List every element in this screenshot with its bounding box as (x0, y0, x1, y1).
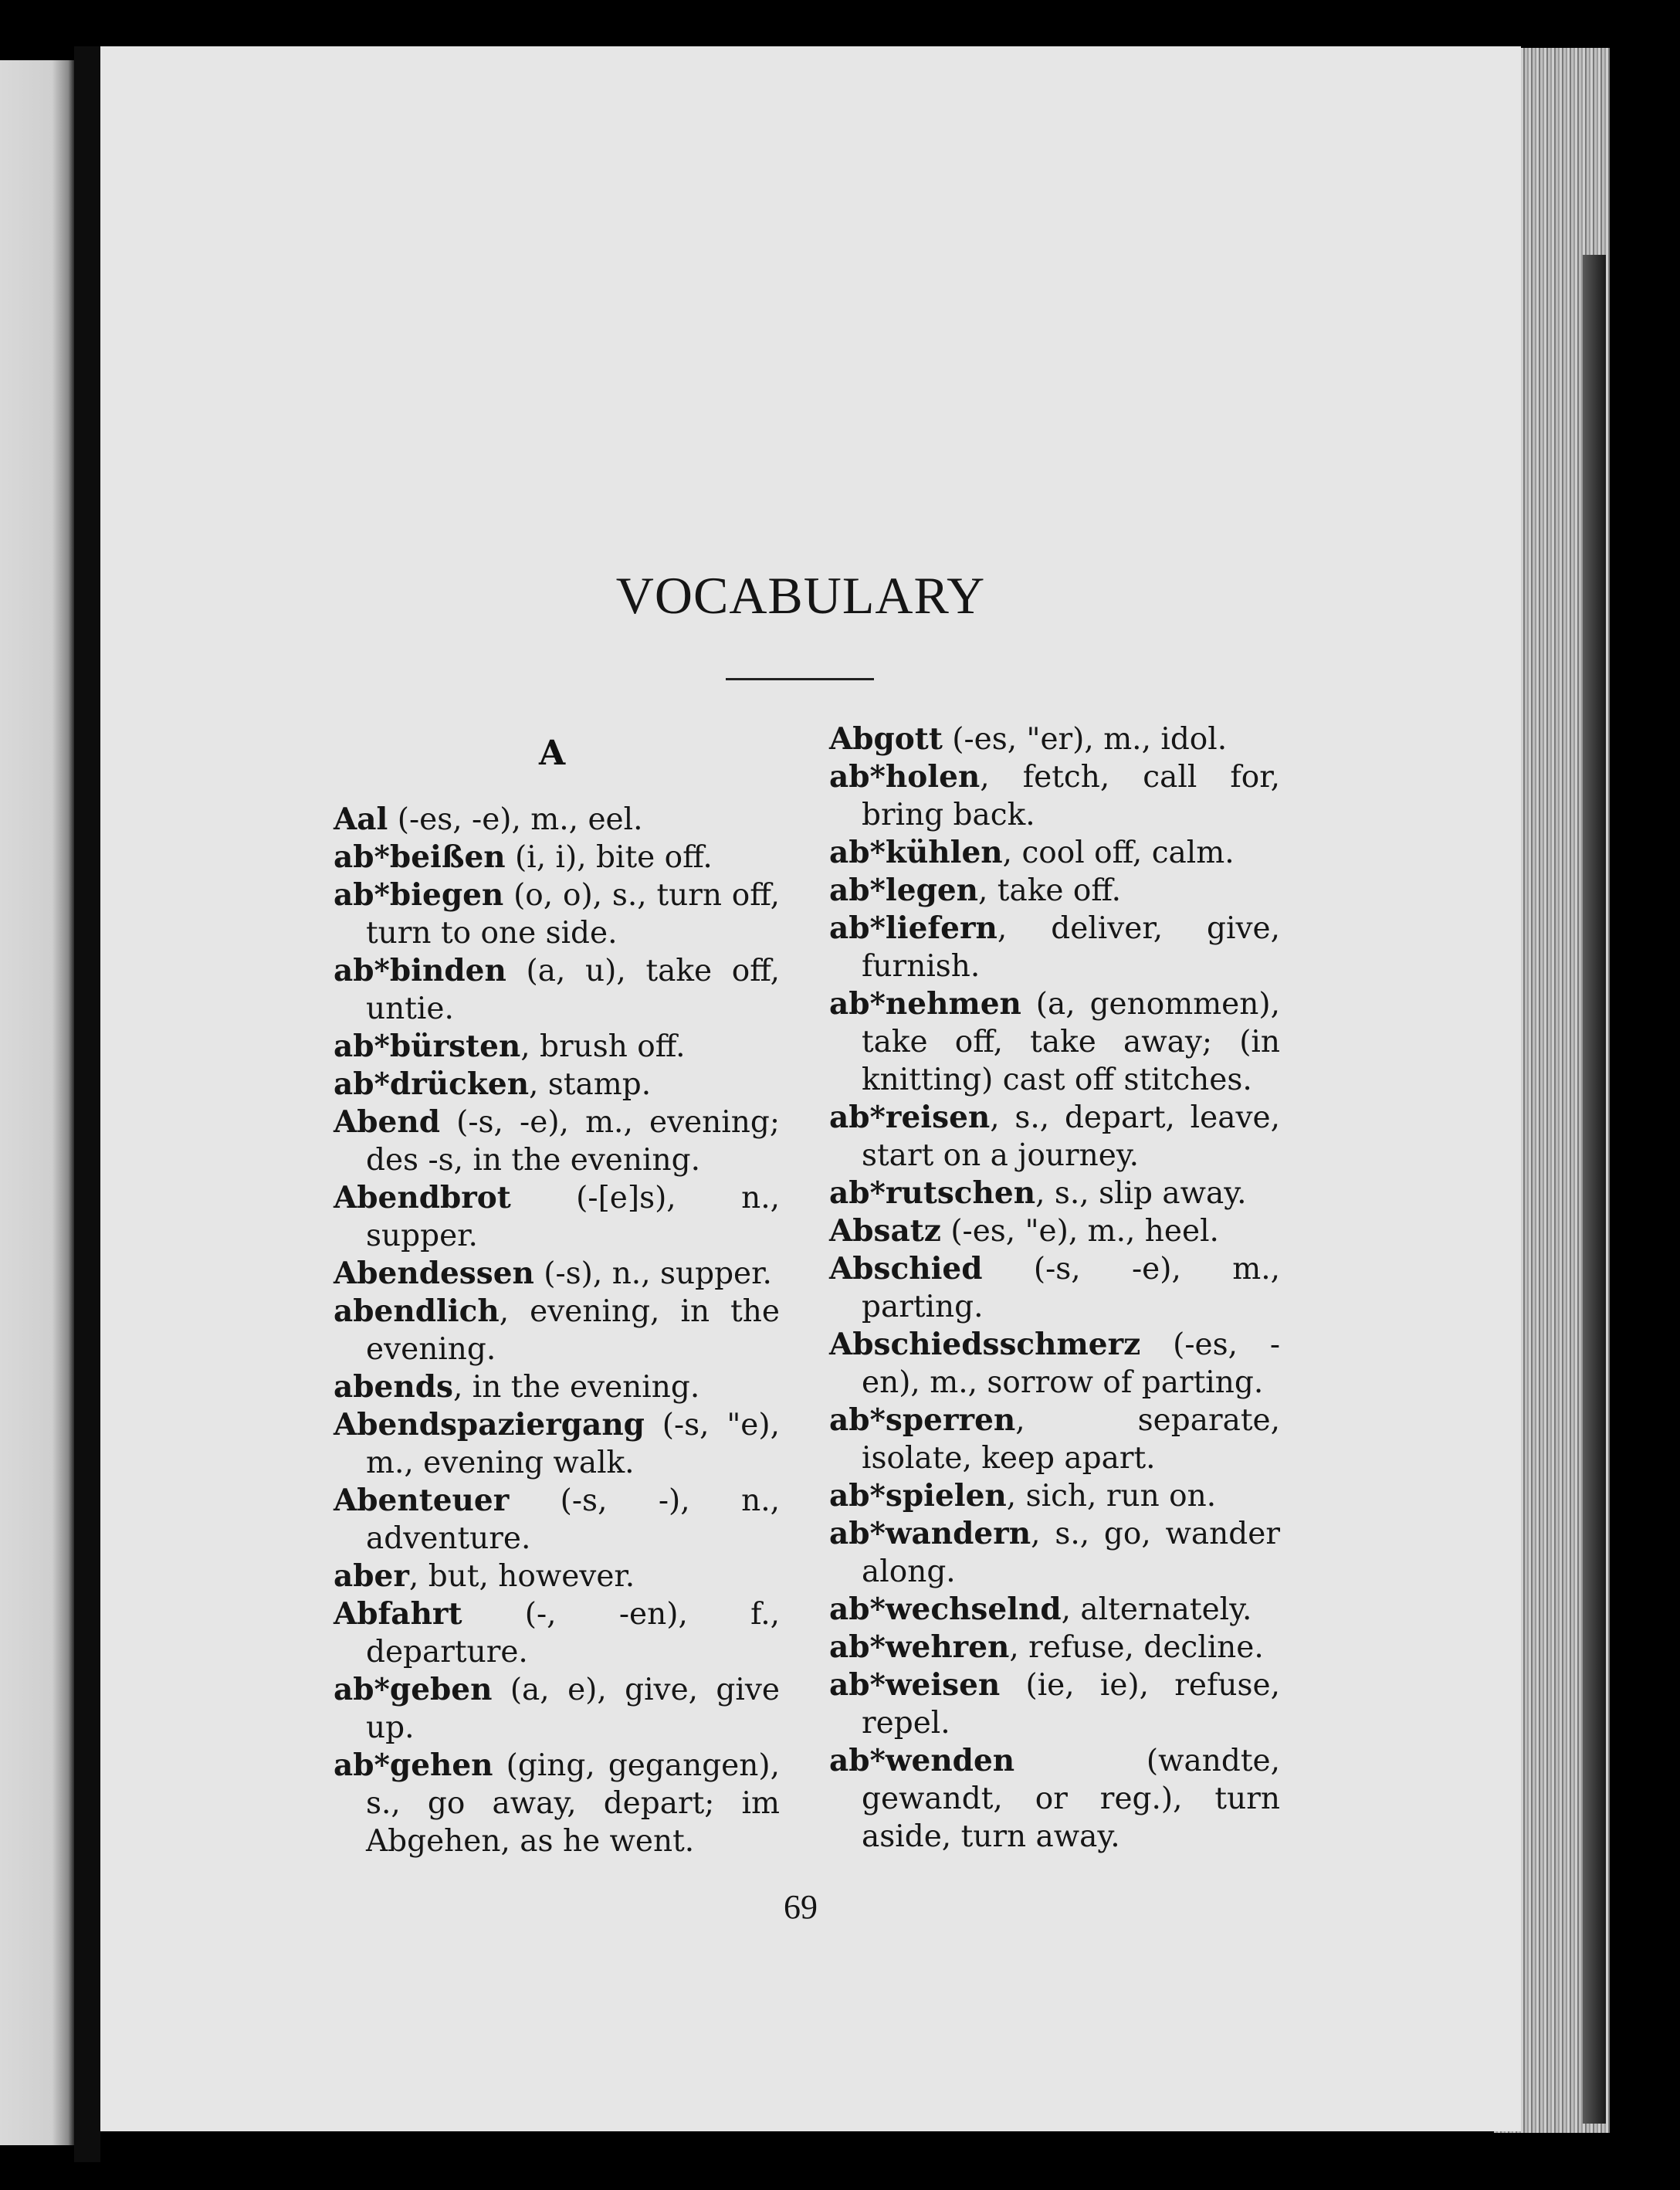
headword: ab*rutschen (829, 1175, 1036, 1211)
headword: ab*nehmen (829, 986, 1021, 1022)
headword: ab*drücken (334, 1066, 530, 1102)
vocab-entry (829, 1099, 1280, 1175)
vocab-entry (829, 985, 1280, 1099)
vocab-entry (334, 1595, 780, 1671)
headword: ab*geben (334, 1672, 493, 1707)
definition: (-es, "er), m., idol. (942, 722, 1228, 757)
book-gutter (74, 46, 100, 2162)
vocab-entry (829, 758, 1280, 834)
headword: Abendbrot (334, 1180, 511, 1215)
vocab-entry (334, 952, 780, 1028)
definition: , take off. (978, 873, 1122, 908)
headword: Abfahrt (334, 1596, 462, 1632)
headword: ab*wandern (829, 1516, 1031, 1551)
definition: (ie, ie), refuse, repel. (862, 1668, 1280, 1741)
vocab-entry (334, 801, 780, 839)
vocab-entry (829, 1212, 1280, 1250)
vocab-entry (334, 1066, 780, 1103)
vocabulary-page (100, 46, 1521, 2131)
definition: , evening, in the evening. (366, 1294, 780, 1367)
headword: Abend (334, 1104, 440, 1140)
definition: (ging, gegangen), s., go away, depart; im Abgehen, as he went. (366, 1748, 780, 1859)
definition: , separate, isolate, keep apart. (862, 1403, 1280, 1476)
headword: Abgott (829, 721, 943, 757)
back-cover-edge (1583, 255, 1606, 2124)
headword: Absatz (829, 1213, 941, 1249)
vocab-entry (829, 1666, 1280, 1742)
headword: ab*sperren (829, 1402, 1016, 1438)
vocab-entry (334, 1293, 780, 1368)
definition: , stamp. (529, 1067, 652, 1102)
headword: Abendessen (334, 1256, 534, 1291)
left-page-edge (0, 60, 74, 2145)
definition: , cool off, calm. (1002, 836, 1235, 870)
page-title: VOCABULARY (615, 566, 986, 625)
vocab-entry (829, 1402, 1280, 1477)
definition: , fetch, call for, bring back. (862, 760, 1280, 832)
headword: ab*bürsten (334, 1029, 521, 1064)
headword: Abschiedsschmerz (829, 1327, 1141, 1362)
definition: (-es, "e), m., heel. (940, 1214, 1219, 1249)
headword: abends (334, 1369, 453, 1405)
headword: Abenteuer (334, 1483, 510, 1518)
definition: (-es, -en), m., sorrow of parting. (862, 1327, 1280, 1400)
vocab-entry (334, 1368, 780, 1406)
headword: ab*weisen (829, 1667, 1001, 1703)
headword: ab*holen (829, 759, 981, 795)
definition: (-s, "e), m., evening walk. (366, 1408, 780, 1480)
vocab-entry (334, 1747, 780, 1860)
vocab-entry (334, 1103, 780, 1179)
vocab-entry (334, 1558, 780, 1595)
definition: (-s, -), n., adventure. (366, 1483, 780, 1556)
definition: (-s, -e), m., evening; des -s, in the evening. (366, 1105, 780, 1178)
vocab-entry (829, 1515, 1280, 1591)
title-rule (726, 678, 874, 680)
definition: (-[e]s), n., supper. (366, 1181, 780, 1253)
headword: ab*liefern (829, 910, 998, 946)
definition: (a, u), take off, untie. (366, 954, 780, 1026)
definition: , s., depart, leave, start on a journey. (862, 1100, 1280, 1173)
vocab-entry (829, 1326, 1280, 1402)
headword: ab*wehren (829, 1629, 1010, 1665)
headword: aber (334, 1558, 409, 1594)
definition: , refuse, decline. (1009, 1630, 1264, 1665)
section-letter: A (539, 734, 566, 773)
vocab-entry (829, 1477, 1280, 1515)
vocab-entry (334, 1179, 780, 1255)
headword: ab*biegen (334, 877, 504, 913)
vocab-entry (829, 1250, 1280, 1326)
vocab-entry (829, 1591, 1280, 1629)
headword: ab*spielen (829, 1478, 1007, 1514)
definition: , s., slip away. (1035, 1176, 1247, 1211)
headword: Abendspaziergang (334, 1407, 645, 1442)
vocab-entry (334, 1028, 780, 1066)
definition: , alternately. (1061, 1592, 1252, 1627)
definition: , sich, run on. (1006, 1479, 1217, 1514)
headword: ab*legen (829, 873, 979, 908)
vocab-entry (829, 872, 1280, 910)
definition: (-s), n., supper. (533, 1256, 772, 1291)
vocab-entry (334, 1255, 780, 1293)
headword: Aal (334, 802, 388, 837)
definition: , deliver, give, furnish. (862, 911, 1280, 984)
definition: (a, e), give, give up. (366, 1673, 780, 1745)
headword: ab*reisen (829, 1100, 991, 1135)
vocab-entry (829, 910, 1280, 985)
headword: ab*kühlen (829, 835, 1003, 870)
definition: , brush off. (520, 1029, 686, 1064)
vocab-entry (829, 834, 1280, 872)
definition: (i, i), bite off. (505, 840, 713, 875)
definition: , s., go, wander along. (862, 1517, 1280, 1589)
vocab-entry (829, 1742, 1280, 1856)
vocab-entry (334, 839, 780, 876)
headword: ab*beißen (334, 839, 506, 875)
definition: (-es, -e), m., eel. (388, 802, 643, 837)
definition: , but, however. (408, 1559, 635, 1594)
vocab-entry (334, 1671, 780, 1747)
definition: (a, genommen), take off, take away; (in knitting) cast off stitches. (862, 987, 1280, 1097)
page-number: 69 (784, 1888, 818, 1926)
vocab-entry (334, 1482, 780, 1558)
headword: ab*wenden (829, 1743, 1015, 1778)
vocab-entry (334, 876, 780, 952)
vocab-entry (829, 1629, 1280, 1666)
definition: (o, o), s., turn off, turn to one side. (366, 878, 780, 951)
headword: Abschied (829, 1251, 983, 1287)
headword: ab*binden (334, 953, 506, 988)
headword: ab*gehen (334, 1748, 493, 1783)
vocab-entry (829, 1175, 1280, 1212)
vocab-entry (829, 720, 1280, 758)
definition: (-, -en), f., departure. (366, 1597, 780, 1670)
definition: , in the evening. (452, 1370, 700, 1405)
definition: (wandte, gewandt, or reg.), turn aside, turn away. (862, 1744, 1280, 1854)
headword: abendlich (334, 1293, 500, 1329)
vocab-entry (334, 1406, 780, 1482)
headword: ab*wechselnd (829, 1592, 1062, 1627)
definition: (-s, -e), m., parting. (862, 1252, 1280, 1324)
